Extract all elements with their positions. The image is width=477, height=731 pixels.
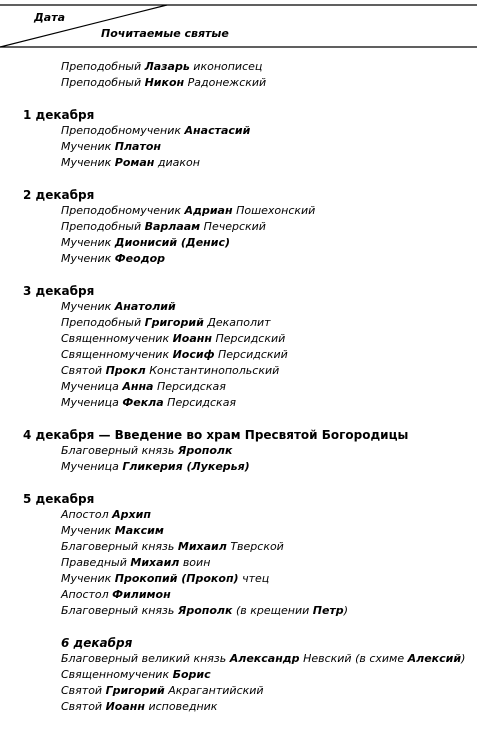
column-header-date: Дата bbox=[34, 11, 66, 24]
saint-title: Преподобный bbox=[61, 220, 142, 233]
saint-suffix: диакон bbox=[157, 156, 200, 169]
saint-entry bbox=[0, 363, 477, 379]
saint-entry bbox=[0, 667, 477, 683]
day-section bbox=[0, 283, 477, 411]
saint-entry bbox=[0, 331, 477, 347]
saint-name: Лазарь bbox=[144, 60, 190, 73]
saint-suffix: Радонежский bbox=[187, 76, 267, 89]
saint-entry bbox=[0, 603, 477, 619]
saint-title: Мученик bbox=[61, 140, 112, 153]
saint-name: Иосиф bbox=[172, 348, 215, 361]
saint-entry bbox=[0, 203, 477, 219]
saint-entry bbox=[0, 219, 477, 235]
saint-entry bbox=[0, 235, 477, 251]
saint-name: Роман bbox=[114, 156, 155, 169]
saint-name: Анна bbox=[122, 380, 154, 393]
saint-suffix: Акрагантийский bbox=[168, 684, 264, 697]
saint-title: Преподобномученик bbox=[61, 124, 182, 137]
saint-entry bbox=[0, 523, 477, 539]
saint-title: Благоверный князь bbox=[61, 444, 175, 457]
saint-name: Гликерия (Лукерья) bbox=[122, 460, 250, 473]
saint-title: Священномученик bbox=[61, 348, 170, 361]
day-section bbox=[0, 187, 477, 267]
saint-entry bbox=[0, 155, 477, 171]
saint-entry bbox=[0, 347, 477, 363]
day-section bbox=[0, 107, 477, 171]
saint-suffix-closing: ) bbox=[461, 652, 466, 665]
day-section bbox=[0, 635, 477, 715]
saint-title: Мученик bbox=[61, 300, 112, 313]
saint-suffix: Константинопольский bbox=[149, 364, 280, 377]
date-heading: 1 декабря bbox=[23, 108, 95, 122]
saint-entry bbox=[0, 75, 477, 91]
saint-name: Александр bbox=[229, 652, 300, 665]
saint-entry bbox=[0, 539, 477, 555]
saint-suffix: Персидский bbox=[218, 348, 288, 361]
saint-suffix: Печерский bbox=[203, 220, 266, 233]
date-heading: 5 декабря bbox=[23, 492, 95, 506]
saint-suffix: воин bbox=[182, 556, 211, 569]
saint-suffix: Персидская bbox=[167, 396, 237, 409]
header-diagonal-divider bbox=[0, 0, 477, 48]
saint-name: Филимон bbox=[112, 588, 171, 601]
saint-suffix-closing: ) bbox=[343, 604, 348, 617]
saint-entry bbox=[0, 699, 477, 715]
day-section bbox=[0, 491, 477, 619]
saint-title: Святой bbox=[61, 684, 103, 697]
saint-title: Мученик bbox=[61, 236, 112, 249]
saint-suffix: Персидский bbox=[215, 332, 286, 345]
saint-title: Преподобный bbox=[61, 60, 142, 73]
day-section bbox=[0, 59, 477, 91]
saint-title: Священномученик bbox=[61, 332, 170, 345]
saint-entry bbox=[0, 139, 477, 155]
saint-name: Ярополк bbox=[177, 604, 233, 617]
saint-title: Апостол bbox=[61, 508, 109, 521]
saint-entry bbox=[0, 571, 477, 587]
saint-entry bbox=[0, 651, 477, 667]
saint-name: Ярополк bbox=[177, 444, 233, 457]
saint-title: Мученик bbox=[61, 524, 112, 537]
saint-entry bbox=[0, 507, 477, 523]
saint-title: Мученик bbox=[61, 252, 112, 265]
saint-name: Архип bbox=[112, 508, 151, 521]
saint-suffix: Невский (в схиме bbox=[303, 652, 405, 665]
saint-name: Григорий bbox=[144, 316, 204, 329]
saint-entry bbox=[0, 123, 477, 139]
saint-suffix: (в крещении bbox=[235, 604, 310, 617]
saint-suffix: Декаполит bbox=[207, 316, 271, 329]
saint-name: Анастасий bbox=[184, 124, 251, 137]
saint-name: Прокл bbox=[105, 364, 146, 377]
saint-title: Мученица bbox=[61, 380, 119, 393]
saint-title: Мученик bbox=[61, 156, 112, 169]
saint-entry bbox=[0, 443, 477, 459]
saint-entry bbox=[0, 459, 477, 475]
saint-suffix: Пошехонский bbox=[236, 204, 316, 217]
saint-name: Иоанн bbox=[172, 332, 212, 345]
saint-name: Платон bbox=[114, 140, 161, 153]
saint-name: Михаил bbox=[130, 556, 180, 569]
saints-list bbox=[0, 59, 477, 731]
saint-name-secondary: Петр bbox=[312, 604, 344, 617]
saint-name: Иоанн bbox=[105, 700, 145, 713]
saint-name: Прокопий (Прокоп) bbox=[114, 572, 239, 585]
saint-name: Дионисий (Денис) bbox=[114, 236, 231, 249]
date-heading: 4 декабря — Введение во храм Пресвятой Богородицы bbox=[23, 428, 409, 442]
date-heading: 6 декабря bbox=[61, 636, 133, 650]
saint-name: Максим bbox=[114, 524, 164, 537]
saint-name: Борис bbox=[172, 668, 211, 681]
saint-suffix: чтец bbox=[242, 572, 270, 585]
saint-suffix: иконописец bbox=[193, 60, 263, 73]
saint-title: Мученица bbox=[61, 460, 119, 473]
saint-title: Благоверный князь bbox=[61, 540, 175, 553]
saint-title: Праведный bbox=[61, 556, 127, 569]
saint-title: Священномученик bbox=[61, 668, 170, 681]
saint-entry bbox=[0, 683, 477, 699]
saint-title: Мученица bbox=[61, 396, 119, 409]
saint-title: Преподобный bbox=[61, 76, 142, 89]
column-header-saints: Почитаемые святые bbox=[101, 27, 229, 40]
saint-suffix: Персидская bbox=[156, 380, 226, 393]
saint-title: Святой bbox=[61, 700, 103, 713]
saint-title: Благоверный князь bbox=[61, 604, 175, 617]
saint-title: Апостол bbox=[61, 588, 109, 601]
saint-name-secondary: Алексий bbox=[407, 652, 462, 665]
saint-name: Варлаам bbox=[144, 220, 201, 233]
saint-name: Михаил bbox=[177, 540, 227, 553]
saint-name: Анатолий bbox=[114, 300, 176, 313]
saint-name: Григорий bbox=[105, 684, 165, 697]
saint-title: Благоверный великий князь bbox=[61, 652, 227, 665]
saint-entry bbox=[0, 315, 477, 331]
saint-entry bbox=[0, 395, 477, 411]
saint-name: Адриан bbox=[184, 204, 233, 217]
saint-title: Мученик bbox=[61, 572, 112, 585]
date-heading: 2 декабря bbox=[23, 188, 95, 202]
saint-name: Никон bbox=[144, 76, 185, 89]
saint-entry bbox=[0, 587, 477, 603]
saint-entry bbox=[0, 379, 477, 395]
saint-entry bbox=[0, 59, 477, 75]
saint-entry bbox=[0, 299, 477, 315]
date-heading: 3 декабря bbox=[23, 284, 95, 298]
saint-name: Фекла bbox=[122, 396, 164, 409]
day-section bbox=[0, 427, 477, 475]
saint-name: Феодор bbox=[114, 252, 166, 265]
saint-title: Святой bbox=[61, 364, 103, 377]
saint-title: Преподобномученик bbox=[61, 204, 182, 217]
saint-entry bbox=[0, 555, 477, 571]
saint-title: Преподобный bbox=[61, 316, 142, 329]
saint-suffix: исповедник bbox=[148, 700, 218, 713]
table-header bbox=[0, 0, 477, 48]
saint-entry bbox=[0, 251, 477, 267]
saint-suffix: Тверской bbox=[230, 540, 284, 553]
